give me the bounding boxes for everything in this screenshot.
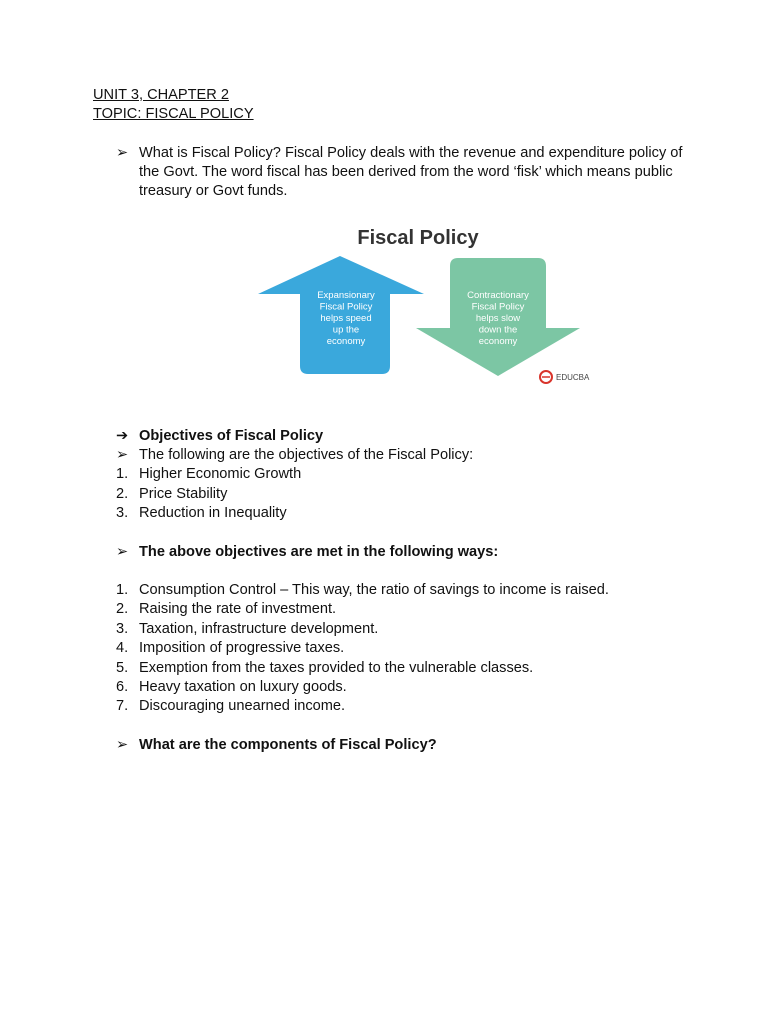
arrow-text-line: Fiscal Policy <box>319 301 373 313</box>
objectives-heading-bullet: ➔ <box>116 428 129 444</box>
list-item: Exemption from the taxes provided to the vulnerable classes. <box>139 659 534 676</box>
arrow-text-line: Expansionary <box>317 290 375 301</box>
list-item: Higher Economic Growth <box>139 466 302 482</box>
objectives-intro-bullet: ➢ <box>116 447 129 463</box>
components-heading-bullet: ➢ <box>116 737 129 753</box>
list-item: Consumption Control – This way, the ratio of savings to income is raised. <box>139 582 609 598</box>
arrow-text-line: Fiscal Policy <box>471 301 525 313</box>
list-item-number: 3. <box>116 505 129 521</box>
list-item: Reduction in Inequality <box>139 505 287 521</box>
arrow-text-line: helps speed <box>320 313 372 324</box>
arrow-text-line: down the <box>478 324 518 336</box>
list-item-number: 1. <box>116 466 129 482</box>
list-item: Imposition of progressive taxes. <box>139 640 345 657</box>
list-item: Heavy taxation on luxury goods. <box>139 679 347 695</box>
figure-title: Fiscal Policy <box>357 227 479 249</box>
list-item-number: 5. <box>116 659 129 676</box>
arrow-text-line: up the <box>332 324 360 336</box>
educba-logo <box>540 371 590 383</box>
list-item: Taxation, infrastructure development. <box>139 620 379 637</box>
arrow-text-line: Contractionary <box>467 290 529 301</box>
list-item-number: 4. <box>116 640 129 657</box>
list-item-number: 7. <box>116 698 129 715</box>
list-item: Discouraging unearned income. <box>139 698 346 715</box>
arrow-text-line: economy <box>478 336 518 347</box>
intro-bullet: ➢ <box>116 145 129 161</box>
list-item: Price Stability <box>139 485 228 502</box>
educba-logo-text: EDUCBA <box>556 373 590 382</box>
ways-heading: The above objectives are met in the following ways: <box>139 544 499 560</box>
components-heading: What are the components of Fiscal Policy? <box>139 737 437 753</box>
arrow-text-line: helps slow <box>475 313 521 324</box>
list-item-number: 3. <box>116 620 129 637</box>
objectives-heading: Objectives of Fiscal Policy <box>139 428 324 444</box>
list-item: Raising the rate of investment. <box>139 601 337 618</box>
topic-heading: TOPIC: FISCAL POLICY <box>93 106 254 122</box>
ways-heading-bullet: ➢ <box>116 544 129 560</box>
list-item-number: 2. <box>116 485 129 502</box>
list-item-number: 6. <box>116 679 129 695</box>
unit-heading: UNIT 3, CHAPTER 2 <box>93 87 229 103</box>
fiscal-policy-figure <box>258 220 608 390</box>
objectives-intro: The following are the objectives of the Fiscal Policy: <box>139 447 474 463</box>
arrow-text-line: economy <box>326 336 366 347</box>
list-item-number: 1. <box>116 582 129 598</box>
list-item-number: 2. <box>116 601 129 618</box>
intro-paragraph: What is Fiscal Policy? Fiscal Policy deals with the revenue and expenditure policy of the Govt. The word fiscal has been derived from the word ‘fisk’ which means public treasury or Govt funds. <box>139 145 683 199</box>
